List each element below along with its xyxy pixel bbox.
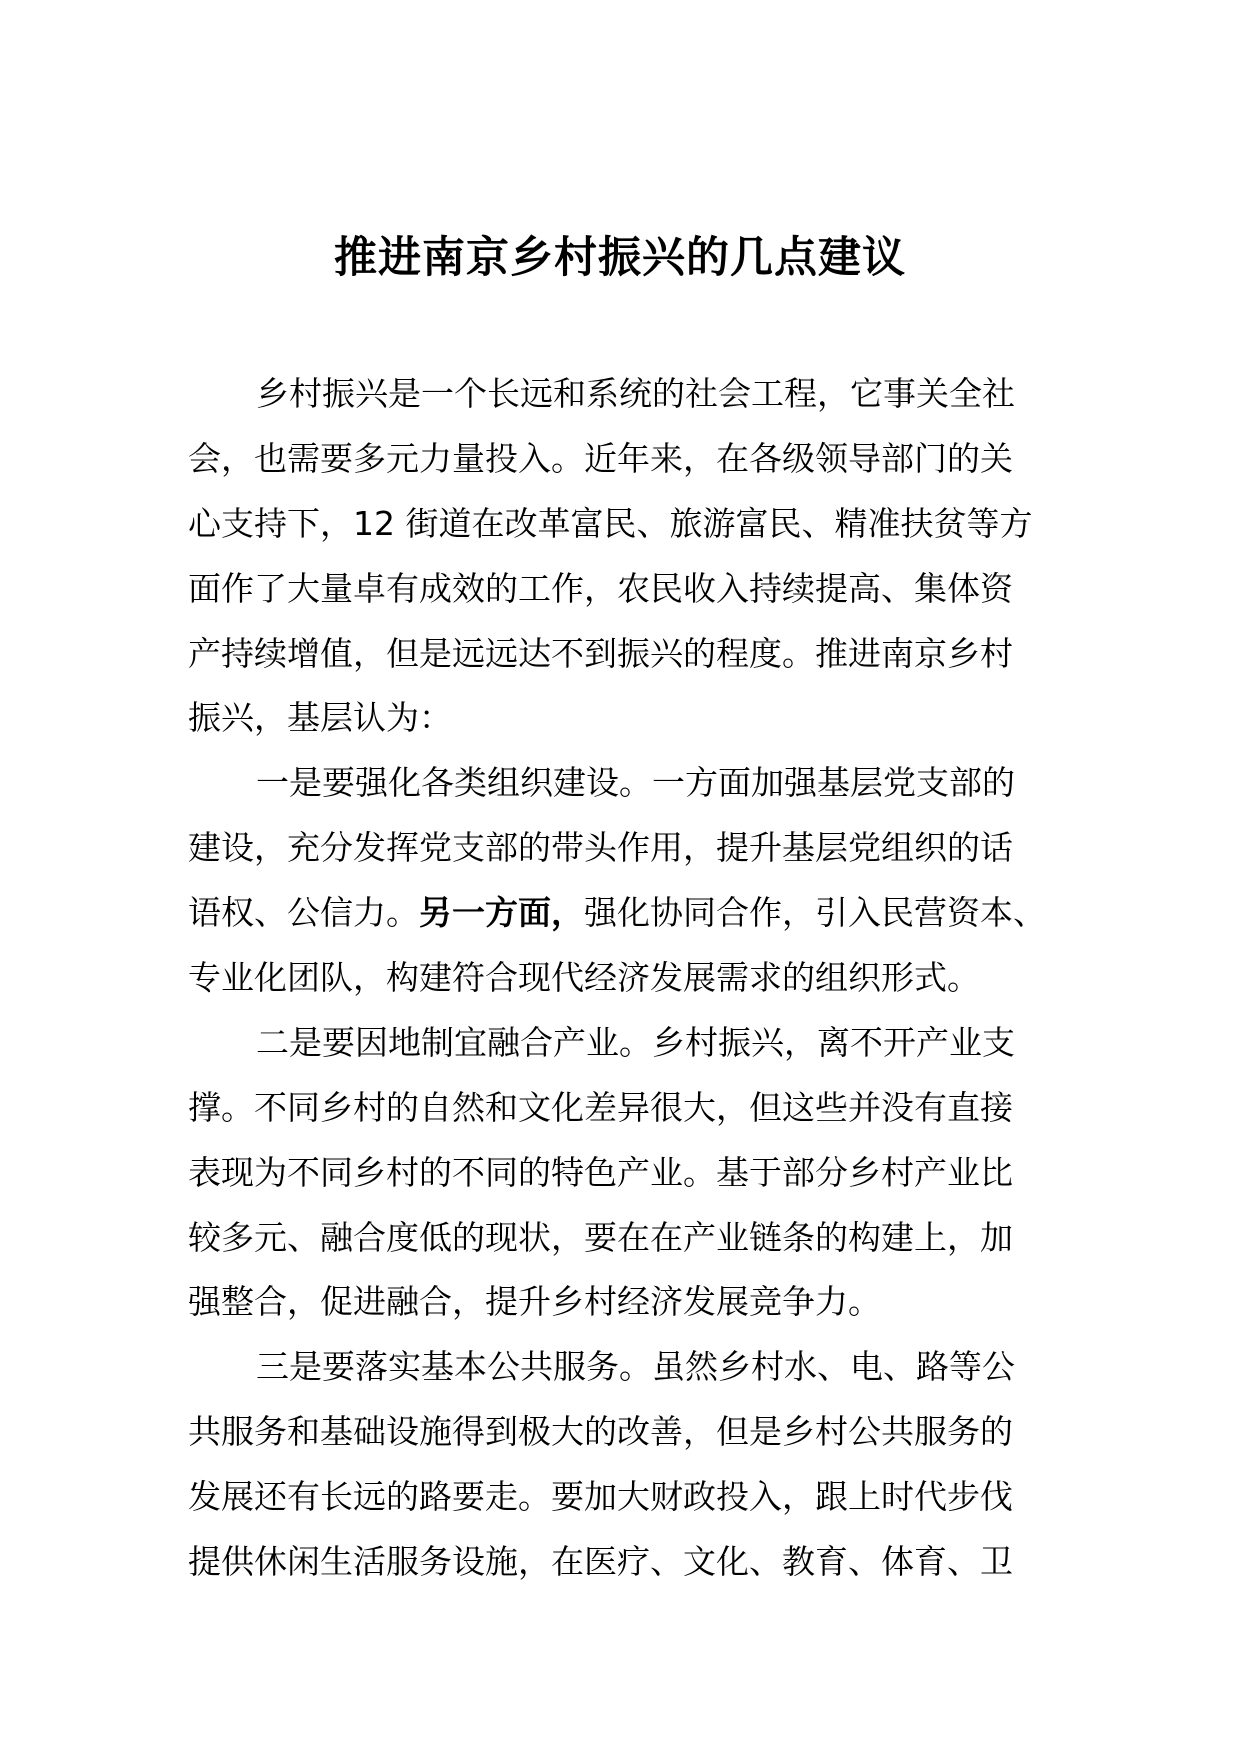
text-line: 专业化团队，构建符合现代经济发展需求的组织形式。 <box>188 958 980 998</box>
page-title: 推进南京乡村振兴的几点建议 <box>334 233 906 283</box>
text-line: 表现为不同乡村的不同的特色产业。基于部分乡村产业比 <box>188 1152 1013 1192</box>
text-line: 二是要因地制宜融合产业。乡村振兴，离不开产业支 <box>256 1022 1015 1062</box>
text-segment: 语权、公信力。 <box>188 893 419 933</box>
text-line: 乡村振兴是一个长远和系统的社会工程，它事关全社 <box>256 374 1015 413</box>
text-line: 三是要落实基本公共服务。虽然乡村水、电、路等公 <box>256 1347 1015 1387</box>
text-line: 发展还有长远的路要走。要加大财政投入，跟上时代步伐 <box>188 1477 1013 1517</box>
text-line: 提供休闲生活服务设施，在医疗、文化、教育、体育、卫 <box>188 1542 1013 1582</box>
text-line: 一是要强化各类组织建设。一方面加强基层党支部的 <box>256 763 1015 803</box>
text-line: 共服务和基础设施得到极大的改善，但是乡村公共服务的 <box>188 1412 1013 1452</box>
body-text <box>188 362 1068 1595</box>
text-segment: 强化协同合作，引入民营资本、 <box>584 893 1046 933</box>
text-line: 面作了大量卓有成效的工作，农民收入持续提高、集体资 <box>188 568 1013 608</box>
text-line: 心支持下，12 街道在改革富民、旅游富民、精准扶贫等方 <box>188 503 1033 543</box>
text-line: 会，也需要多元力量投入。近年来，在各级领导部门的关 <box>188 438 1013 478</box>
text-line: 产持续增值，但是远远达不到振兴的程度。推进南京乡村 <box>188 633 1013 673</box>
text-line: 建设，充分发挥党支部的带头作用，提升基层党组织的话 <box>188 828 1013 868</box>
bold-phrase: 另一方面， <box>419 893 584 933</box>
text-line: 强整合，促进融合，提升乡村经济发展竞争力。 <box>188 1282 881 1322</box>
text-line: 振兴，基层认为： <box>188 698 452 738</box>
text-line-mixed <box>188 881 1068 946</box>
text-line: 较多元、融合度低的现状，要在在产业链条的构建上，加 <box>188 1217 1013 1257</box>
text-line: 撑。不同乡村的自然和文化差异很大，但这些并没有直接 <box>188 1087 1013 1127</box>
